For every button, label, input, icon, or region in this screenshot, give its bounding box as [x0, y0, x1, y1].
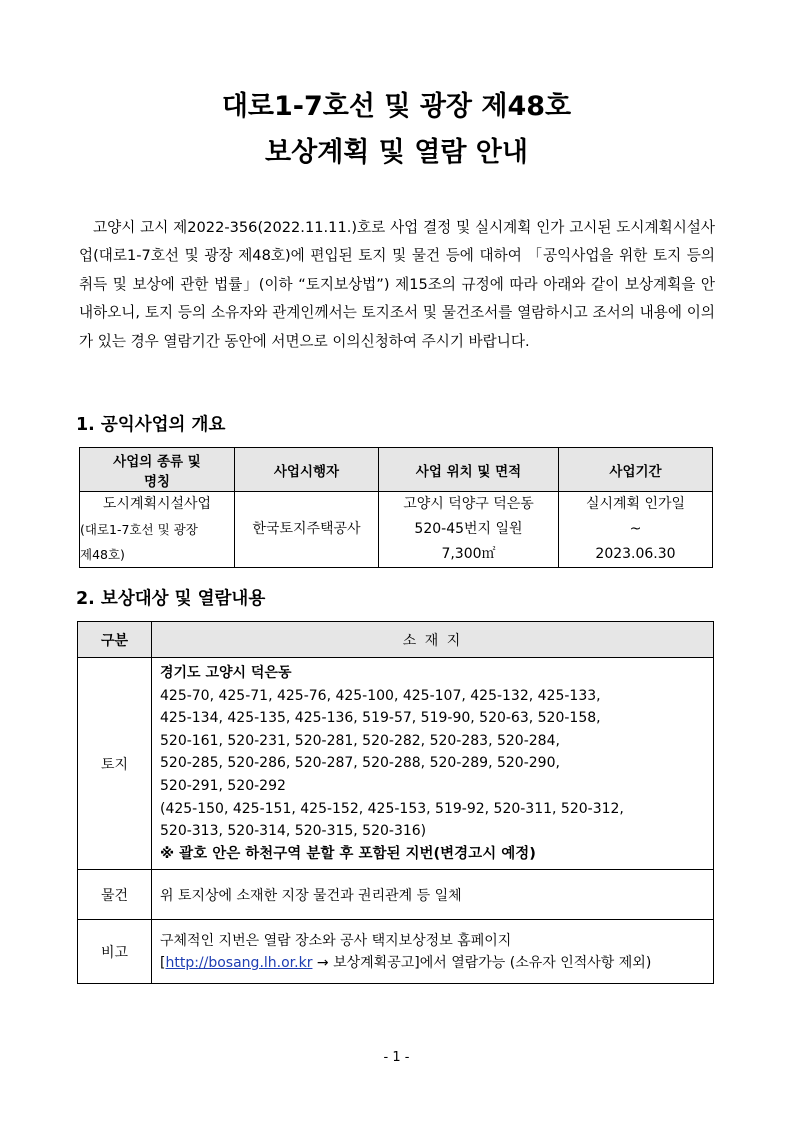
operator-name: 한국토지주택공사 — [252, 521, 361, 537]
cell-operator — [235, 492, 379, 568]
parcel-line: 425-134, 425-135, 425-136, 519-57, 519-90, 520-63, 520-158, — [160, 710, 601, 727]
cell-project-type — [80, 492, 235, 568]
table-row — [80, 492, 713, 568]
table-header-row — [80, 448, 713, 492]
header-project-type — [80, 448, 235, 492]
remarks-line1: 구체적인 지번은 열람 장소와 공사 택지보상정보 홈페이지 — [160, 932, 512, 949]
remarks-content — [152, 920, 714, 984]
remarks-line2-rest: → 보상계획공고]에서 열람가능 (소유자 인적사항 제외) — [312, 954, 652, 971]
bosang-homepage-link[interactable]: http://bosang.lh.or.kr — [165, 954, 313, 971]
location-line1: 고양시 덕양구 덕은동 — [403, 496, 534, 512]
header-project-type-line2: 명칭 — [143, 473, 171, 490]
section-1-heading: 1. 공익사업의 개요 — [76, 415, 226, 435]
page-number: - 1 - — [383, 1050, 410, 1065]
intro-paragraph — [79, 214, 715, 356]
project-overview-table — [79, 447, 713, 568]
land-note: ※ 괄호 안은 하천구역 분할 후 포함된 지번(변경고시 예정) — [160, 845, 536, 862]
land-parcels — [152, 658, 714, 870]
parcel-line: 520-313, 520-314, 520-315, 520-316) — [160, 823, 427, 840]
goods-label: 물건 — [78, 870, 152, 920]
header-category: 구분 — [78, 622, 152, 658]
period-line3: 2023.06.30 — [595, 546, 676, 562]
header-location: 사업 위치 및 면적 — [379, 448, 559, 492]
land-region: 경기도 고양시 덕은동 — [160, 665, 292, 681]
period-line1: 실시계획 인가일 — [585, 496, 686, 512]
remarks-label: 비고 — [78, 920, 152, 984]
goods-description: 위 토지상에 소재한 지장 물건과 권리관계 등 일체 — [152, 870, 714, 920]
header-period: 사업기간 — [559, 448, 713, 492]
section-2-heading: 2. 보상대상 및 열람내용 — [76, 589, 266, 609]
compensation-target-table — [77, 621, 714, 984]
header-address: 소 재 지 — [152, 622, 714, 658]
remarks-line2 — [160, 952, 712, 974]
period-line2: ~ — [629, 521, 642, 537]
land-label: 토지 — [78, 658, 152, 870]
table-row-land — [78, 658, 714, 870]
cell-location — [379, 492, 559, 568]
intro-text: 고양시 고시 제2022-356(2022.11.11.)호로 사업 결정 및 실시계획 인가 고시된 도시계획시설사업(대로1-7호선 및 광장 제48호)에 편입된 토지 및 물건 등에 대하여 「공익사업을 위한 토지 등의 취득 및 보상에 관한 법률」(이하 “토지보상법”) 제15조의 규정에 따라 아래와 같이 보상계획을 안내하오니, 토지 등의 소유자와 관계인께서는 토지조서 및 물건조서를 열람하시고 조서의 내용에 이의가 있는 경우 열람기간 동안에 서면으로 이의신청하여 주시기 바랍니다. — [79, 219, 715, 350]
project-type-line2: (대로1-7호선 및 광장 — [80, 522, 198, 537]
table-header-row — [78, 622, 714, 658]
location-area: 7,300㎡ — [441, 546, 496, 562]
table-row-remarks — [78, 920, 714, 984]
project-type-line1: 도시계획시설사업 — [102, 496, 212, 512]
cell-period — [559, 492, 713, 568]
parcel-line: 520-285, 520-286, 520-287, 520-288, 520-289, 520-290, — [160, 755, 560, 772]
parcel-line: 520-291, 520-292 — [160, 777, 286, 794]
project-type-line3: 제48호) — [80, 547, 125, 562]
location-line2: 520-45번지 일원 — [414, 521, 523, 537]
header-project-type-line1: 사업의 종류 및 — [113, 453, 201, 470]
table-row-goods — [78, 870, 714, 920]
parcel-line: 425-70, 425-71, 425-76, 425-100, 425-107, 425-132, 425-133, — [160, 687, 601, 704]
document-title: 대로1-7호선 및 광장 제48호 — [221, 91, 572, 122]
parcel-line: 520-161, 520-231, 520-281, 520-282, 520-283, 520-284, — [160, 732, 560, 749]
document-subtitle: 보상계획 및 열람 안내 — [265, 137, 528, 168]
bracket-open: [ — [160, 954, 166, 971]
parcel-line: (425-150, 425-151, 425-152, 425-153, 519-92, 520-311, 520-312, — [160, 800, 624, 817]
header-operator: 사업시행자 — [235, 448, 379, 492]
